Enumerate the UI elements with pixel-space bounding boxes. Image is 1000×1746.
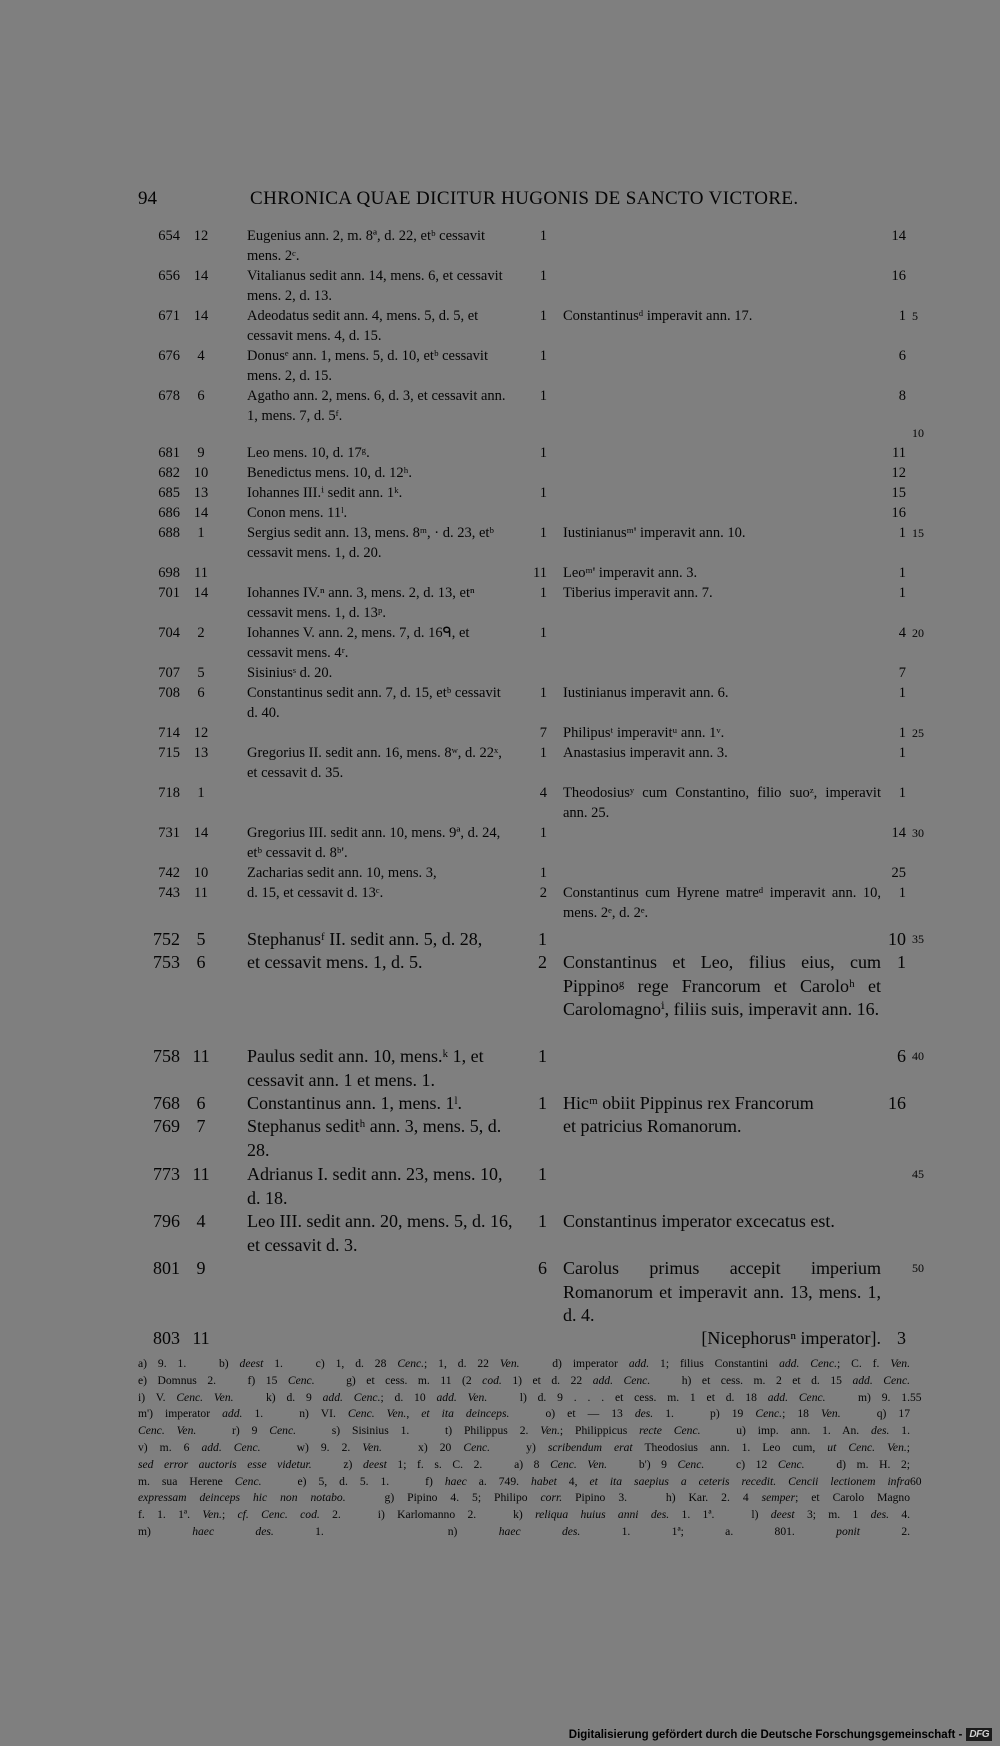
year-cell: 698 <box>158 565 180 581</box>
pope-count-cell: 1 <box>539 388 547 404</box>
pope-entry: Adeodatus sedit ann. 4, mens. 5, d. 5, et cessavit mens. 4, d. 15. <box>247 308 479 344</box>
emperor-year-cell: 15 <box>891 485 906 501</box>
pontificate-year-cell: 13 <box>193 485 209 501</box>
emperor-entry: Theodosiusʸ cum Constantino, filio suoᶻ, imperavit ann. 25. <box>563 785 881 821</box>
year-cell: 753 <box>153 952 180 972</box>
pope-entry: Gregorius III. sedit ann. 10, mens. 9ª, d. 24, etᵇ cessavit d. 8ᵇ'. <box>247 825 501 861</box>
emperor-year-cell: 7 <box>898 665 906 681</box>
pope-count-cell: 1 <box>539 625 547 641</box>
pontificate-year-cell: 6 <box>197 685 205 701</box>
table-row <box>0 583 1000 623</box>
year-cell: 682 <box>158 465 180 481</box>
chronicle-table <box>0 226 1000 1351</box>
table-row <box>0 1115 1000 1163</box>
emperor-year-cell: 1 <box>898 885 906 901</box>
pope-entry: Iohannes IV.ⁿ ann. 3, mens. 2, d. 13, etⁿ cessavit mens. 1, d. 13ᵖ. <box>247 585 475 621</box>
pope-count-cell: 1 <box>539 745 547 761</box>
emperor-year-cell: 16 <box>891 505 906 521</box>
footnote-line <box>138 1507 910 1524</box>
year-cell: 676 <box>158 348 180 364</box>
table-row <box>0 928 1000 951</box>
table-row <box>0 863 1000 883</box>
emperor-year-cell: 1 <box>898 525 906 541</box>
pope-count-cell: 1 <box>539 445 547 461</box>
year-cell: 704 <box>158 625 180 641</box>
year-cell: 656 <box>158 268 180 284</box>
pontificate-year-cell: 6 <box>196 952 206 972</box>
year-cell: 681 <box>158 445 180 461</box>
pope-count-cell: 4 <box>539 785 547 801</box>
pontificate-year-cell: 11 <box>192 1046 210 1066</box>
pope-count-cell: 1 <box>538 1164 547 1184</box>
pontificate-year-cell: 6 <box>197 388 205 404</box>
pope-count-cell: 1 <box>539 228 547 244</box>
page-header <box>138 188 798 218</box>
pope-count-cell: 1 <box>538 929 547 949</box>
emperor-year-cell: 6 <box>897 1046 906 1066</box>
emperor-year-cell: 3 <box>897 1328 906 1348</box>
table-row <box>0 423 1000 443</box>
pontificate-year-cell: 11 <box>194 565 208 581</box>
emperor-year-cell: 8 <box>898 388 906 404</box>
pope-entry: Iohannes III.ⁱ sedit ann. 1ᵏ. <box>247 485 403 501</box>
emperor-year-cell: 12 <box>891 465 906 481</box>
pope-count-cell: 1 <box>539 585 547 601</box>
emperor-entry: Hicᵐ obiit Pippinus rex Francorum <box>563 1093 814 1113</box>
pope-entry: Stephanusᶠ II. sedit ann. 5, d. 28, <box>247 929 483 949</box>
pope-entry: Agatho ann. 2, mens. 6, d. 3, et cessavit ann. 1, mens. 7, d. 5ᶠ. <box>247 388 506 424</box>
pope-entry: Donusᵉ ann. 1, mens. 5, d. 10, etᵇ cessavit mens. 2, d. 15. <box>247 348 488 384</box>
table-row <box>0 683 1000 723</box>
pontificate-year-cell: 6 <box>196 1093 206 1113</box>
table-row <box>0 266 1000 306</box>
pope-entry: Leo III. sedit ann. 20, mens. 5, d. 16, et cessavit d. 3. <box>247 1211 513 1255</box>
emperor-entry: et patricius Romanorum. <box>563 1116 742 1136</box>
pope-count-cell: 1 <box>539 865 547 881</box>
pope-count-cell: 7 <box>539 725 547 741</box>
table-row <box>0 1327 1000 1351</box>
emperor-year-cell: 1 <box>898 308 906 324</box>
emperor-entry: Constantinus et Leo, filius eius, cum Pippinoᵍ rege Francorum et Caroloʰ et Carolomagnoⁱ, filiis suis, imperavit ann. 16. <box>563 952 881 1019</box>
pontificate-year-cell: 13 <box>193 745 209 761</box>
pope-entry: Benedictus mens. 10, d. 12ʰ. <box>247 465 412 481</box>
line-number: 15 <box>912 526 924 540</box>
line-number: 10 <box>912 426 924 440</box>
pontificate-year-cell: 7 <box>196 1116 206 1136</box>
pope-count-cell: 1 <box>538 1211 547 1231</box>
line-number: 30 <box>912 826 924 840</box>
pope-count-cell: 1 <box>538 1093 547 1113</box>
footnote-line <box>138 1373 910 1390</box>
pontificate-year-cell: 14 <box>193 505 209 521</box>
pontificate-year-cell: 14 <box>193 268 209 284</box>
pontificate-year-cell: 12 <box>193 725 209 741</box>
emperor-year-cell: 11 <box>892 445 906 461</box>
footnote-line <box>138 1457 910 1474</box>
emperor-year-cell: 1 <box>898 785 906 801</box>
pontificate-year-cell: 12 <box>193 228 209 244</box>
dfg-credit <box>569 1728 992 1741</box>
table-row <box>0 743 1000 783</box>
emperor-entry: Leoᵐ' imperavit ann. 3. <box>563 565 698 581</box>
year-cell: 758 <box>153 1046 180 1066</box>
year-cell: 701 <box>158 585 180 601</box>
pope-entry: Stephanus seditʰ ann. 3, mens. 5, d. 28. <box>247 1116 502 1160</box>
footnote-text: e) Domnus 2. f) 15 Cenc. g) et cess. m. 11 (2 cod. 1) et d. 22 add. Cenc. h) et cess. m. 2 et d. 15 add. Cenc. <box>138 1373 910 1387</box>
pope-count-cell: 11 <box>533 565 547 581</box>
footnote-line <box>138 1490 910 1507</box>
pope-entry: Conon mens. 11ˡ. <box>247 505 348 521</box>
footnotes <box>138 1356 922 1541</box>
line-number: 20 <box>912 626 924 640</box>
emperor-year-cell: 1 <box>897 952 906 972</box>
table-row <box>0 1045 1000 1092</box>
line-number: 25 <box>912 726 924 740</box>
footnote-text: f. 1. 1ª. Ven.; cf. Cenc. cod. 2. i) Karlomanno 2. k) reliqua huius anni des. 1. 1ª. l) deest 3; m. 1 des. 4. <box>138 1508 911 1522</box>
emperor-entry: Iustinianusᵐ' imperavit ann. 10. <box>563 525 746 541</box>
emperor-year-cell: 1 <box>898 565 906 581</box>
pope-entry: Gregorius II. sedit ann. 16, mens. 8ʷ, d. 22ˣ, et cessavit d. 35. <box>247 745 502 781</box>
pope-count-cell: 1 <box>539 308 547 324</box>
emperor-year-cell: 1 <box>898 585 906 601</box>
pope-count-cell: 1 <box>539 348 547 364</box>
year-cell: 742 <box>158 865 180 881</box>
credit-text: Digitalisierung gefördert durch die Deutsche Forschungsgemeinschaft - <box>568 1728 963 1741</box>
footnote-line <box>138 1390 922 1407</box>
table-row <box>0 623 1000 663</box>
footnote-text: m. sua Herene Cenc. e) 5, d. 5. 1. f) haec a. 749. habet 4, et ita saepius a ceteris recedit. Cencii lectionem infra <box>138 1474 910 1488</box>
table-row <box>0 463 1000 483</box>
pope-count-cell: 2 <box>539 885 547 901</box>
line-number: 35 <box>912 932 924 946</box>
pope-count-cell: 6 <box>538 1258 547 1278</box>
page-title: CHRONICA QUAE DICITUR HUGONIS DE SANCTO VICTORE. <box>250 188 799 209</box>
footnote-line <box>138 1440 910 1457</box>
line-number: 55 <box>910 1390 922 1404</box>
page-number: 94 <box>138 188 157 209</box>
emperor-entry: Iustinianus imperavit ann. 6. <box>563 685 729 701</box>
table-row <box>0 1257 1000 1327</box>
pontificate-year-cell: 14 <box>193 585 209 601</box>
emperor-entry: Carolus primus accepit imperium Romanorum et imperavit ann. 13, mens. 1, d. 4. <box>563 1258 881 1325</box>
emperor-entry: Anastasius imperavit ann. 3. <box>563 745 728 761</box>
footnote-line <box>138 1356 910 1373</box>
footnote-text: Cenc. Ven. r) 9 Cenc. s) Sisinius 1. t) Philippus 2. Ven.; Philippicus recte Cenc. u) imp. ann. 1. An. des. 1. <box>138 1424 910 1438</box>
footnote-text: a) 9. 1. b) deest 1. c) 1, d. 28 Cenc.; 1, d. 22 Ven. d) imperator add. 1; filius Constantini add. Cenc.; C. f. Ven. <box>138 1357 910 1370</box>
pope-entry: Leo mens. 10, d. 17ᵍ. <box>247 445 370 461</box>
year-cell: 671 <box>158 308 180 324</box>
pope-entry: Eugenius ann. 2, m. 8ª, d. 22, etᵇ cessavit mens. 2ᶜ. <box>247 228 486 264</box>
year-cell: 654 <box>158 228 180 244</box>
pope-entry: Vitalianus sedit ann. 14, mens. 6, et cessavit mens. 2, d. 13. <box>247 268 503 304</box>
pope-entry: Constantinus ann. 1, mens. 1ˡ. <box>247 1093 462 1113</box>
table-row <box>0 523 1000 563</box>
table-row <box>0 386 1000 423</box>
pope-entry: Iohannes V. ann. 2, mens. 7, d. 16ᑫ, et cessavit mens. 4ʳ. <box>247 625 470 661</box>
pope-count-cell: 2 <box>538 952 547 972</box>
pontificate-year-cell: 14 <box>193 308 209 324</box>
emperor-entry: Tiberius imperavit ann. 7. <box>563 585 713 601</box>
year-cell: 714 <box>158 725 180 741</box>
pope-entry: Sergius sedit ann. 13, mens. 8ᵐ, · d. 23, etᵇ cessavit mens. 1, d. 20. <box>247 525 494 561</box>
table-row <box>0 1163 1000 1210</box>
emperor-year-cell: 16 <box>888 1093 906 1113</box>
year-cell: 743 <box>158 885 180 901</box>
pope-entry: et cessavit mens. 1, d. 5. <box>247 952 423 972</box>
pontificate-year-cell: 10 <box>193 465 209 481</box>
emperor-entry: Constantinusᵈ imperavit ann. 17. <box>563 308 753 324</box>
pope-entry: Sisiniusˢ d. 20. <box>247 665 333 681</box>
emperor-year-cell: 1 <box>898 745 906 761</box>
emperor-year-cell: 14 <box>891 228 906 244</box>
pontificate-year-cell: 1 <box>197 525 205 541</box>
line-number: 50 <box>912 1261 924 1275</box>
table-row <box>0 1092 1000 1115</box>
footnote-line <box>138 1406 910 1423</box>
emperor-year-cell: 4 <box>898 625 906 641</box>
pope-entry: Paulus sedit ann. 10, mens.ᵏ 1, et cessavit ann. 1 et mens. 1. <box>247 1046 484 1090</box>
emperor-year-cell: 14 <box>891 825 906 841</box>
pontificate-year-cell: 11 <box>192 1164 210 1184</box>
emperor-entry: Constantinus cum Hyrene matreᵈ imperavit ann. 10, mens. 2ᵉ, d. 2ᵉ. <box>563 885 881 921</box>
table-row <box>0 883 1000 928</box>
year-cell: 803 <box>153 1328 180 1348</box>
year-cell: 769 <box>153 1116 180 1136</box>
pope-entry: Constantinus sedit ann. 7, d. 15, etᵇ cessavit d. 40. <box>247 685 501 721</box>
pontificate-year-cell: 11 <box>192 1328 210 1348</box>
year-cell: 752 <box>153 929 180 949</box>
emperor-entry: [Nicephorusⁿ imperator]. <box>701 1328 881 1348</box>
pontificate-year-cell: 4 <box>197 348 205 364</box>
table-row <box>0 226 1000 266</box>
pope-count-cell: 1 <box>539 268 547 284</box>
table-row <box>0 483 1000 503</box>
footnote-text: sed error auctoris esse videtur. z) deest 1; f. s. C. 2. a) 8 Cenc. Ven. b') 9 Cenc. c) 12 Cenc. d) m. H. 2; <box>138 1457 910 1471</box>
pope-count-cell: 1 <box>539 485 547 501</box>
pontificate-year-cell: 5 <box>196 929 206 949</box>
table-row <box>0 951 1000 1045</box>
table-row <box>0 346 1000 386</box>
table-row <box>0 443 1000 463</box>
emperor-entry: Philipusᵗ imperavitᵘ ann. 1ᵛ. <box>563 725 725 741</box>
table-row <box>0 783 1000 823</box>
table-row <box>0 823 1000 863</box>
pontificate-year-cell: 9 <box>196 1258 206 1278</box>
footnote-text: v) m. 6 add. Cenc. w) 9. 2. Ven. x) 20 Cenc. y) scribendum erat Theodosius ann. 1. Leo cum, ut Cenc. Ven.; <box>138 1440 910 1454</box>
pontificate-year-cell: 5 <box>197 665 205 681</box>
pope-count-cell: 1 <box>538 1046 547 1066</box>
line-number: 45 <box>912 1167 924 1181</box>
line-number: 60 <box>910 1474 922 1488</box>
table-row <box>0 1210 1000 1257</box>
year-cell: 773 <box>153 1164 180 1184</box>
pontificate-year-cell: 11 <box>194 885 208 901</box>
year-cell: 688 <box>158 525 180 541</box>
emperor-year-cell: 1 <box>898 685 906 701</box>
emperor-year-cell: 6 <box>898 348 906 364</box>
emperor-year-cell: 10 <box>888 929 906 949</box>
pope-count-cell: 1 <box>539 525 547 541</box>
pontificate-year-cell: 14 <box>193 825 209 841</box>
footnote-line <box>138 1524 910 1541</box>
year-cell: 678 <box>158 388 180 404</box>
pope-entry: Zacharias sedit ann. 10, mens. 3, <box>247 865 437 881</box>
footnote-line <box>138 1423 910 1440</box>
footnote-text: m) haec des. 1. n) haec des. 1. 1ª; a. 801. ponit 2. <box>138 1524 911 1538</box>
footnote-text: m') imperator add. 1. n) VI. Cenc. Ven., et ita deinceps. o) et — 13 des. 1. p) 19 Cenc.; 18 Ven. q) 17 <box>138 1407 911 1421</box>
year-cell: 768 <box>153 1093 180 1113</box>
pontificate-year-cell: 4 <box>196 1211 206 1231</box>
year-cell: 718 <box>158 785 180 801</box>
year-cell: 801 <box>153 1258 180 1278</box>
emperor-entry: Constantinus imperator excecatus est. <box>563 1211 835 1231</box>
year-cell: 707 <box>158 665 180 681</box>
year-cell: 685 <box>158 485 180 501</box>
pontificate-year-cell: 2 <box>197 625 205 641</box>
footnote-text: i) V. Cenc. Ven. k) d. 9 add. Cenc.; d. 10 add. Ven. l) d. 9 . . . et cess. m. 1 et d. 18 add. Cenc. m) 9. 1. <box>138 1390 910 1404</box>
year-cell: 715 <box>158 745 180 761</box>
year-cell: 708 <box>158 685 180 701</box>
pontificate-year-cell: 9 <box>197 445 205 461</box>
table-row <box>0 306 1000 346</box>
emperor-year-cell: 16 <box>891 268 906 284</box>
year-cell: 731 <box>158 825 180 841</box>
line-number: 40 <box>912 1049 924 1063</box>
year-cell: 686 <box>158 505 180 521</box>
pontificate-year-cell: 1 <box>197 785 205 801</box>
table-row <box>0 503 1000 523</box>
emperor-year-cell: 1 <box>898 725 906 741</box>
pope-entry: d. 15, et cessavit d. 13ᶜ. <box>247 885 384 901</box>
pope-count-cell: 1 <box>539 825 547 841</box>
pontificate-year-cell: 10 <box>193 865 209 881</box>
pope-entry: Adrianus I. sedit ann. 23, mens. 10, d. 18. <box>247 1164 503 1208</box>
dfg-logo-icon: DFG <box>966 1728 992 1741</box>
emperor-year-cell: 25 <box>891 865 906 881</box>
line-number: 5 <box>912 309 918 323</box>
year-cell: 796 <box>153 1211 180 1231</box>
table-row <box>0 663 1000 683</box>
footnote-text: expressam deinceps hic non notabo. g) Pipino 4. 5; Philipo corr. Pipino 3. h) Kar. 2. 4 semper; et Carolo Magno <box>138 1491 910 1505</box>
table-row <box>0 723 1000 743</box>
pope-count-cell: 1 <box>539 685 547 701</box>
footnote-line <box>138 1474 922 1491</box>
table-row <box>0 563 1000 583</box>
